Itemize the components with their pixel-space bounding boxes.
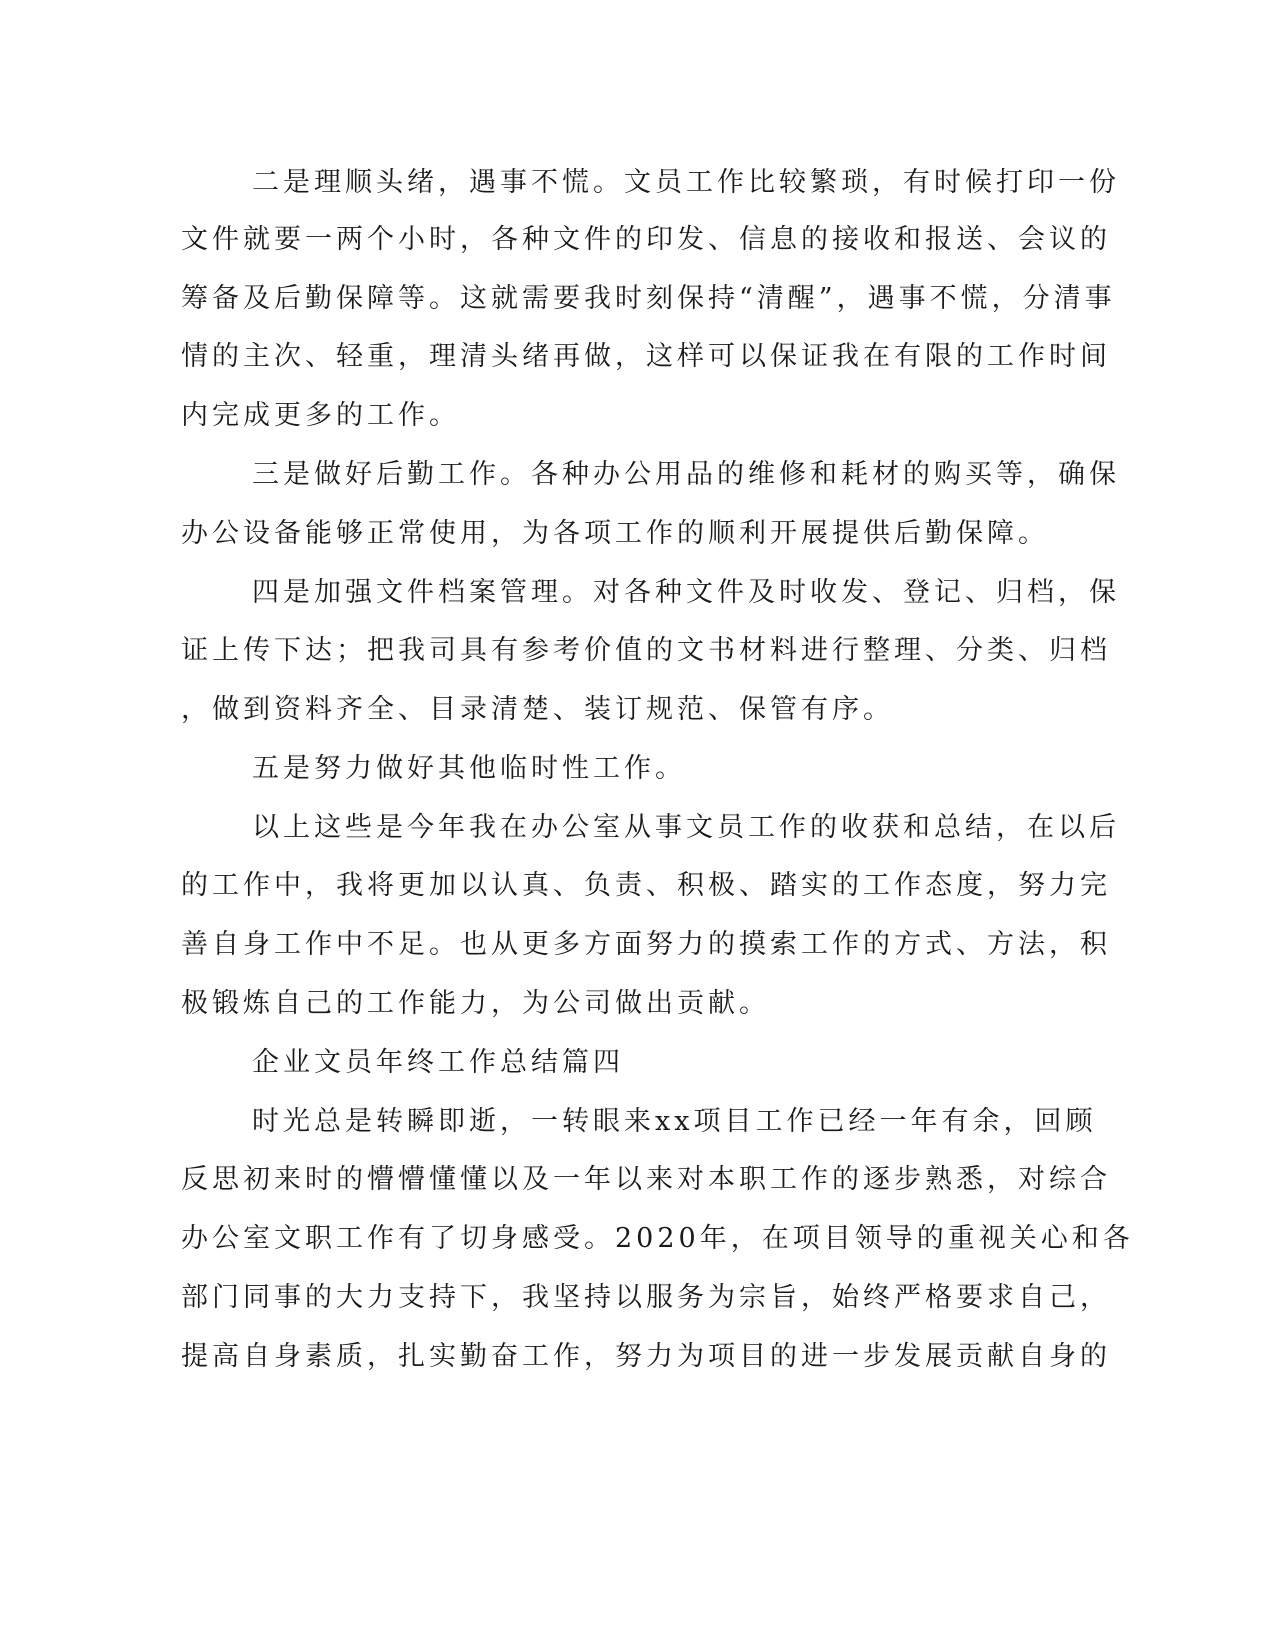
text-line: 情的主次、轻重，理清头绪再做，这样可以保证我在有限的工作时间 bbox=[181, 341, 1111, 372]
text-line: 部门同事的大力支持下，我坚持以服务为宗旨，始终严格要求自己， bbox=[181, 1282, 1111, 1313]
text-line: 二是理顺头绪，遇事不慌。文员工作比较繁琐，有时候打印一份 bbox=[252, 167, 1120, 198]
text-line: ，做到资料齐全、目录清楚、装订规范、保管有序。 bbox=[181, 694, 894, 725]
text-line: 提高自身素质，扎实勤奋工作，努力为项目的进一步发展贡献自身的 bbox=[181, 1341, 1111, 1372]
text-line: 文件就要一两个小时，各种文件的印发、信息的接收和报送、会议的 bbox=[181, 224, 1111, 255]
text-line: 以上这些是今年我在办公室从事文员工作的收获和总结，在以后 bbox=[252, 812, 1120, 843]
text-line: 善自身工作中不足。也从更多方面努力的摸索工作的方式、方法，积 bbox=[181, 929, 1111, 960]
text-line: 办公设备能够正常使用，为各项工作的顺利开展提供后勤保障。 bbox=[181, 518, 1049, 549]
text-line: 五是努力做好其他临时性工作。 bbox=[252, 753, 686, 784]
text-line: 三是做好后勤工作。各种办公用品的维修和耗材的购买等，确保 bbox=[252, 459, 1120, 490]
text-line: 极锻炼自己的工作能力，为公司做出贡献。 bbox=[181, 988, 770, 1019]
text-line: 内完成更多的工作。 bbox=[181, 400, 460, 431]
text-line: 四是加强文件档案管理。对各种文件及时收发、登记、归档，保 bbox=[252, 577, 1120, 608]
text-line: 证上传下达；把我司具有参考价值的文书材料进行整理、分类、归档 bbox=[181, 635, 1111, 666]
text-line: 的工作中，我将更加以认真、负责、积极、踏实的工作态度，努力完 bbox=[181, 870, 1111, 901]
text-line: 反思初来时的懵懵懂懂以及一年以来对本职工作的逐步熟悉，对综合 bbox=[181, 1164, 1111, 1195]
section-heading: 企业文员年终工作总结篇四 bbox=[252, 1047, 624, 1078]
text-line: 时光总是转瞬即逝，一转眼来xx项目工作已经一年有余，回顾 bbox=[252, 1106, 1097, 1137]
text-line: 办公室文职工作有了切身感受。2020年，在项目领导的重视关心和各 bbox=[181, 1223, 1134, 1254]
text-line: 筹备及后勤保障等。这就需要我时刻保持“清醒”，遇事不慌，分清事 bbox=[181, 283, 1116, 314]
